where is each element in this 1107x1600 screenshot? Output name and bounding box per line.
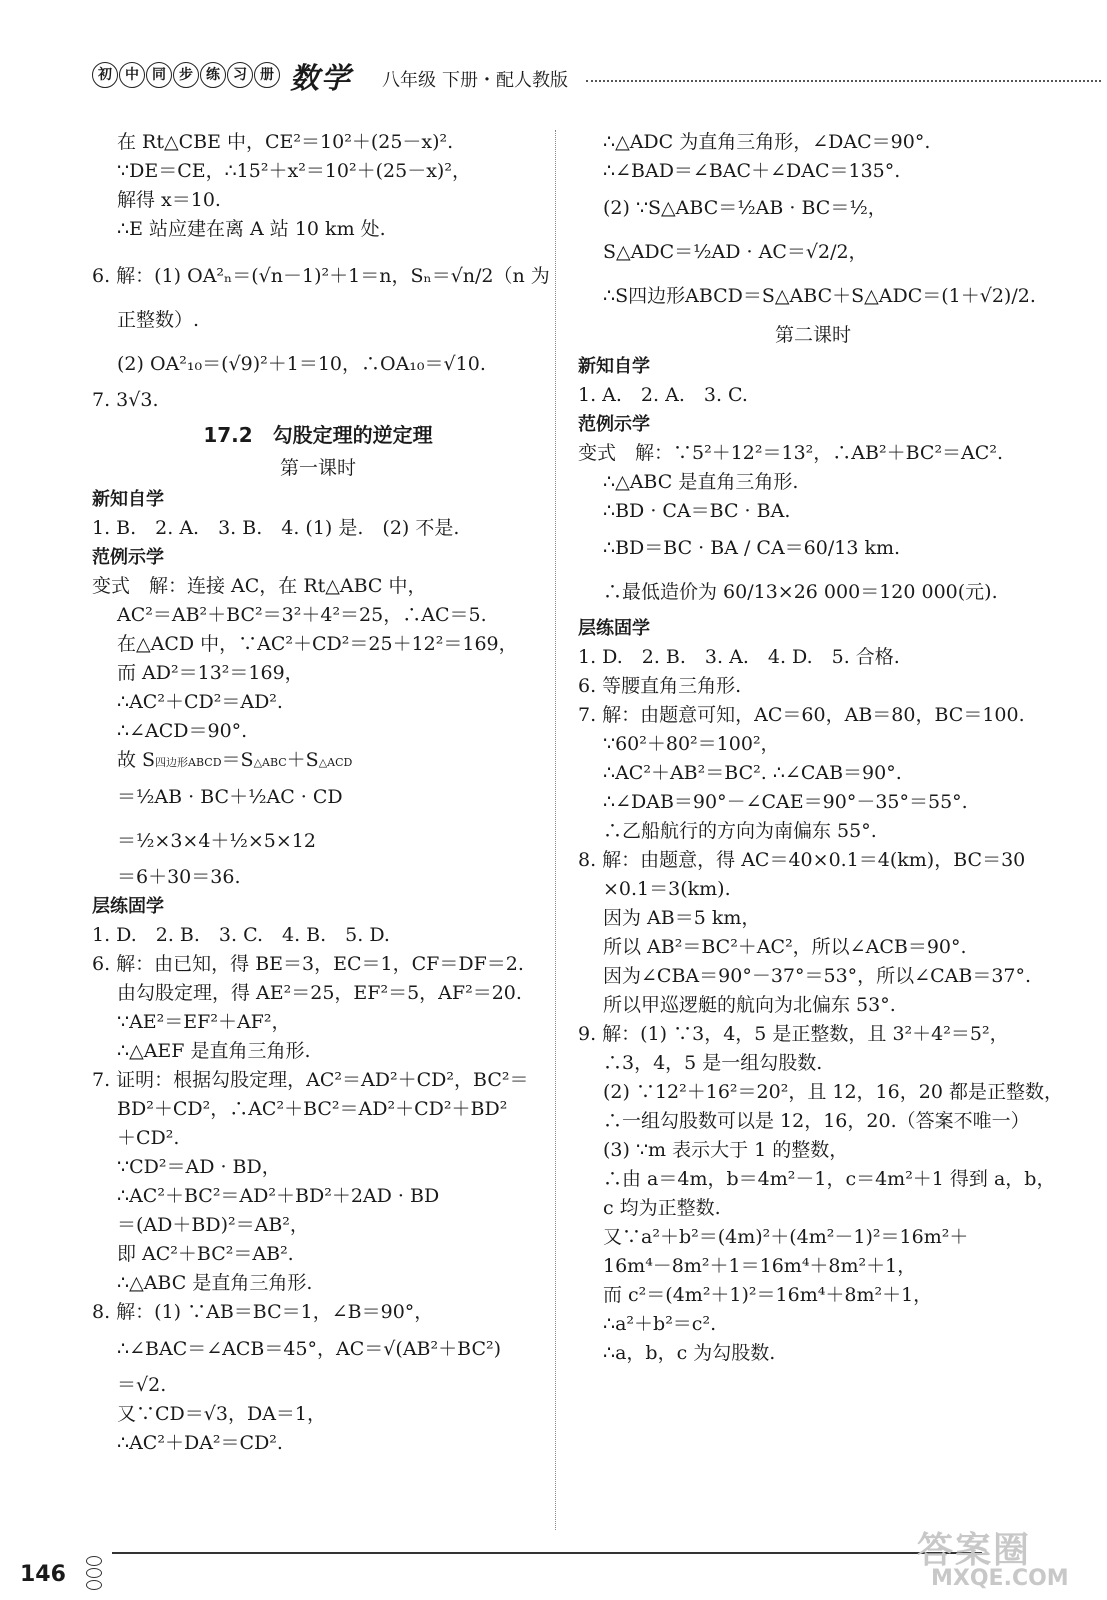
series-char: 步 — [173, 62, 199, 88]
text-line: ∴△ABC 是直角三角形. — [117, 1272, 313, 1294]
subscript: △ABC — [253, 756, 287, 769]
text-line: 由勾股定理，得 AE²＝25，EF²＝5，AF²＝20. — [117, 982, 522, 1004]
text-line: ∴AC²＋BC²＝AD²＋BD²＋2AD · BD — [117, 1185, 440, 1207]
section-heading: 范例示学 — [92, 547, 164, 568]
subscript: △ACD — [318, 756, 353, 769]
text-line: 7. 解：由题意可知，AC＝60，AB＝80，BC＝100. — [578, 704, 1025, 726]
text-line: ∴a²＋b²＝c². — [603, 1313, 717, 1335]
right-column — [578, 128, 1063, 1368]
text-line: ∴∠BAC＝∠ACB＝45°，AC＝√(AB²＋BC²) — [117, 1338, 502, 1360]
text-line: 所以甲巡逻艇的航向为北偏东 53°. — [603, 994, 896, 1016]
lesson-title: 第一课时 — [279, 457, 356, 479]
series-char: 初 — [92, 62, 118, 88]
text-line: 正整数）. — [117, 309, 200, 331]
watermark-logo — [905, 1522, 1095, 1592]
text-line: ∴△AEF 是直角三角形. — [117, 1040, 311, 1062]
series-char: 同 — [146, 62, 172, 88]
text-line: 8. 解：(1) ∵AB＝BC＝1，∠B＝90°， — [92, 1301, 434, 1323]
series-char: 中 — [119, 62, 145, 88]
text-line: (3) ∵m 表示大于 1 的整数， — [603, 1139, 849, 1161]
text-line: 解得 x＝10. — [117, 189, 221, 211]
series-char: 册 — [254, 62, 280, 88]
text-part: ＝S — [221, 749, 254, 771]
text-line: 变式 解：连接 AC，在 Rt△ABC 中， — [92, 575, 427, 597]
text-line: ∵CD²＝AD · BD， — [117, 1156, 281, 1178]
text-line: 6. 解：(1) OA²ₙ＝(√n－1)²＋1＝n，Sₙ＝√n/2（n 为 — [92, 265, 550, 287]
edition-label: 下册・配人教版 — [442, 70, 568, 91]
text-line: (2) ∵12²＋16²＝20²，且 12，16，20 都是正整数， — [603, 1081, 1063, 1103]
text-line: ∴AC²＋AB²＝BC². ∴∠CAB＝90°. — [603, 762, 902, 784]
answer-line: 1. B. 2. A. 3. B. 4. (1) 是. (2) 不是. — [92, 517, 460, 539]
series-title — [92, 62, 280, 88]
text-line: 16m⁴－8m²＋1＝16m⁴＋8m²＋1， — [603, 1255, 917, 1277]
text-line: 又∵a²＋b²＝(4m)²＋(4m²－1)²＝16m²＋ — [603, 1226, 969, 1248]
text-line: 在△ACD 中，∵AC²＋CD²＝25＋12²＝169， — [117, 633, 518, 655]
text-line: ∴由 a＝4m，b＝4m²－1，c＝4m²＋1 得到 a，b， — [603, 1168, 1056, 1190]
text-line: ∴E 站应建在离 A 站 10 km 处. — [117, 218, 386, 240]
text-line: ∴△ABC 是直角三角形. — [603, 471, 799, 493]
text-line: ∴BD＝BC · BA / CA＝60/13 km. — [603, 537, 901, 559]
grade-label: 八年级 — [382, 70, 436, 91]
text-line: 变式 解：∵5²＋12²＝13²，∴AB²＋BC²＝AC². — [578, 442, 1003, 464]
series-char: 练 — [200, 62, 226, 88]
text-line: 7. 证明：根据勾股定理，AC²＝AD²＋CD²，BC²＝ — [92, 1069, 529, 1091]
text-line: c 均为正整数. — [603, 1197, 721, 1219]
column-divider — [555, 130, 556, 1530]
section-heading: 新知自学 — [578, 356, 650, 377]
text-line: ∴∠ACD＝90°. — [117, 720, 248, 742]
decorative-bead-icon — [86, 1556, 102, 1566]
lesson-title: 第二课时 — [774, 324, 851, 346]
answer-line: 1. A. 2. A. 3. C. — [578, 384, 748, 406]
text-line: 所以 AB²＝BC²＋AC²，所以∠ACB＝90°. — [603, 936, 967, 958]
section-heading: 新知自学 — [92, 489, 164, 510]
text-line: 又∵CD＝√3，DA＝1， — [117, 1403, 327, 1425]
left-column — [92, 128, 550, 1458]
text-line: (2) OA²₁₀＝(√9)²＋1＝10，∴OA₁₀＝√10. — [117, 353, 486, 375]
text-line: ×0.1＝3(km). — [603, 878, 731, 900]
decorative-bead-icon — [86, 1568, 102, 1578]
text-line: ∴一组勾股数可以是 12，16，20.（答案不唯一） — [603, 1110, 1030, 1132]
text-line: ＝½×3×4＋½×5×12 — [117, 830, 316, 852]
text-line: ∴∠DAB＝90°－∠CAE＝90°－35°＝55°. — [603, 791, 968, 813]
text-line: AC²＝AB²＋BC²＝3²＋4²＝25，∴AC＝5. — [117, 604, 487, 626]
text-line: ∵AE²＝EF²＋AF²， — [117, 1011, 291, 1033]
answer-line: 1. D. 2. B. 3. C. 4. B. 5. D. — [92, 924, 390, 946]
text-line: ∴最低造价为 60/13×26 000＝120 000(元). — [603, 581, 998, 603]
text-line: 即 AC²＋BC²＝AB². — [117, 1243, 294, 1265]
text-line: 在 Rt△CBE 中，CE²＝10²＋(25－x)². — [117, 131, 454, 153]
section-heading: 层练固学 — [92, 896, 164, 917]
text-line: ∵DE＝CE，∴15²＋x²＝10²＋(25－x)²， — [117, 160, 471, 182]
text-line: (2) ∵S△ABC＝½AB · BC＝½， — [603, 197, 887, 219]
text-line: ∴AC²＋DA²＝CD². — [117, 1432, 283, 1454]
text-part: ＋S — [286, 749, 319, 771]
text-line — [92, 746, 544, 775]
text-line: 而 c²＝(4m²＋1)²＝16m⁴＋8m²＋1， — [603, 1284, 933, 1306]
text-line: BD²＋CD²，∴AC²＋BC²＝AD²＋CD²＋BD² — [117, 1098, 508, 1120]
page-header — [92, 62, 1102, 96]
text-line: 8. 解：由题意，得 AC＝40×0.1＝4(km)，BC＝30 — [578, 849, 1026, 871]
header-dotted-rule — [586, 80, 1101, 82]
text-line: ＝6＋30＝36. — [117, 866, 241, 888]
subject-title: 数学 — [290, 61, 353, 95]
text-line: 而 AD²＝13²＝169， — [117, 662, 304, 684]
text-line: S△ADC＝½AD · AC＝√2/2， — [603, 241, 868, 263]
section-heading: 范例示学 — [578, 414, 650, 435]
text-line: ∴a，b，c 为勾股数. — [603, 1342, 776, 1364]
text-line: ∴乙船航行的方向为南偏东 55°. — [603, 820, 877, 842]
text-line: 9. 解：(1) ∵3，4，5 是正整数，且 3²＋4²＝5²， — [578, 1023, 1009, 1045]
subscript: 四边形ABCD — [155, 756, 222, 769]
text-line: 7. 3√3. — [92, 389, 159, 411]
text-line: 因为 AB＝5 km， — [603, 907, 761, 929]
footer-rule — [112, 1552, 982, 1554]
text-line: 6. 等腰直角三角形. — [578, 675, 742, 697]
page-number: 146 — [20, 1562, 66, 1587]
text-line: ∴AC²＋CD²＝AD². — [117, 691, 283, 713]
watermark-text: 答案圈 — [917, 1530, 1032, 1571]
section-title: 17.2 勾股定理的逆定理 — [203, 423, 433, 447]
text-line: 因为∠CBA＝90°－37°＝53°，所以∠CAB＝37°. — [603, 965, 1032, 987]
section-heading: 层练固学 — [578, 618, 650, 639]
text-line: ∴BD · CA＝BC · BA. — [603, 500, 791, 522]
text-line: ∴3，4，5 是一组勾股数. — [603, 1052, 823, 1074]
text-line: ∴S四边形ABCD＝S△ABC＋S△ADC＝(1＋√2)/2. — [603, 285, 1036, 307]
text-line: ∵60²＋80²＝100²， — [603, 733, 780, 755]
decorative-bead-icon — [86, 1580, 102, 1590]
series-char: 习 — [227, 62, 253, 88]
text-line: ＋CD². — [117, 1127, 180, 1149]
watermark-url: MXQE.COM — [931, 1566, 1069, 1591]
text-line: ＝½AB · BC＋½AC · CD — [117, 786, 343, 808]
text-line: ∴△ADC 为直角三角形，∠DAC＝90°. — [603, 131, 931, 153]
text-line: ＝(AD＋BD)²＝AB²， — [117, 1214, 309, 1236]
text-line: ∴∠BAD＝∠BAC＋∠DAC＝135°. — [603, 160, 901, 182]
text-line: 6. 解：由已知，得 BE＝3，EC＝1，CF＝DF＝2. — [92, 953, 524, 975]
text-line: ＝√2. — [117, 1374, 167, 1396]
answer-line: 1. D. 2. B. 3. A. 4. D. 5. 合格. — [578, 646, 900, 668]
text-part: 故 S — [117, 749, 156, 771]
